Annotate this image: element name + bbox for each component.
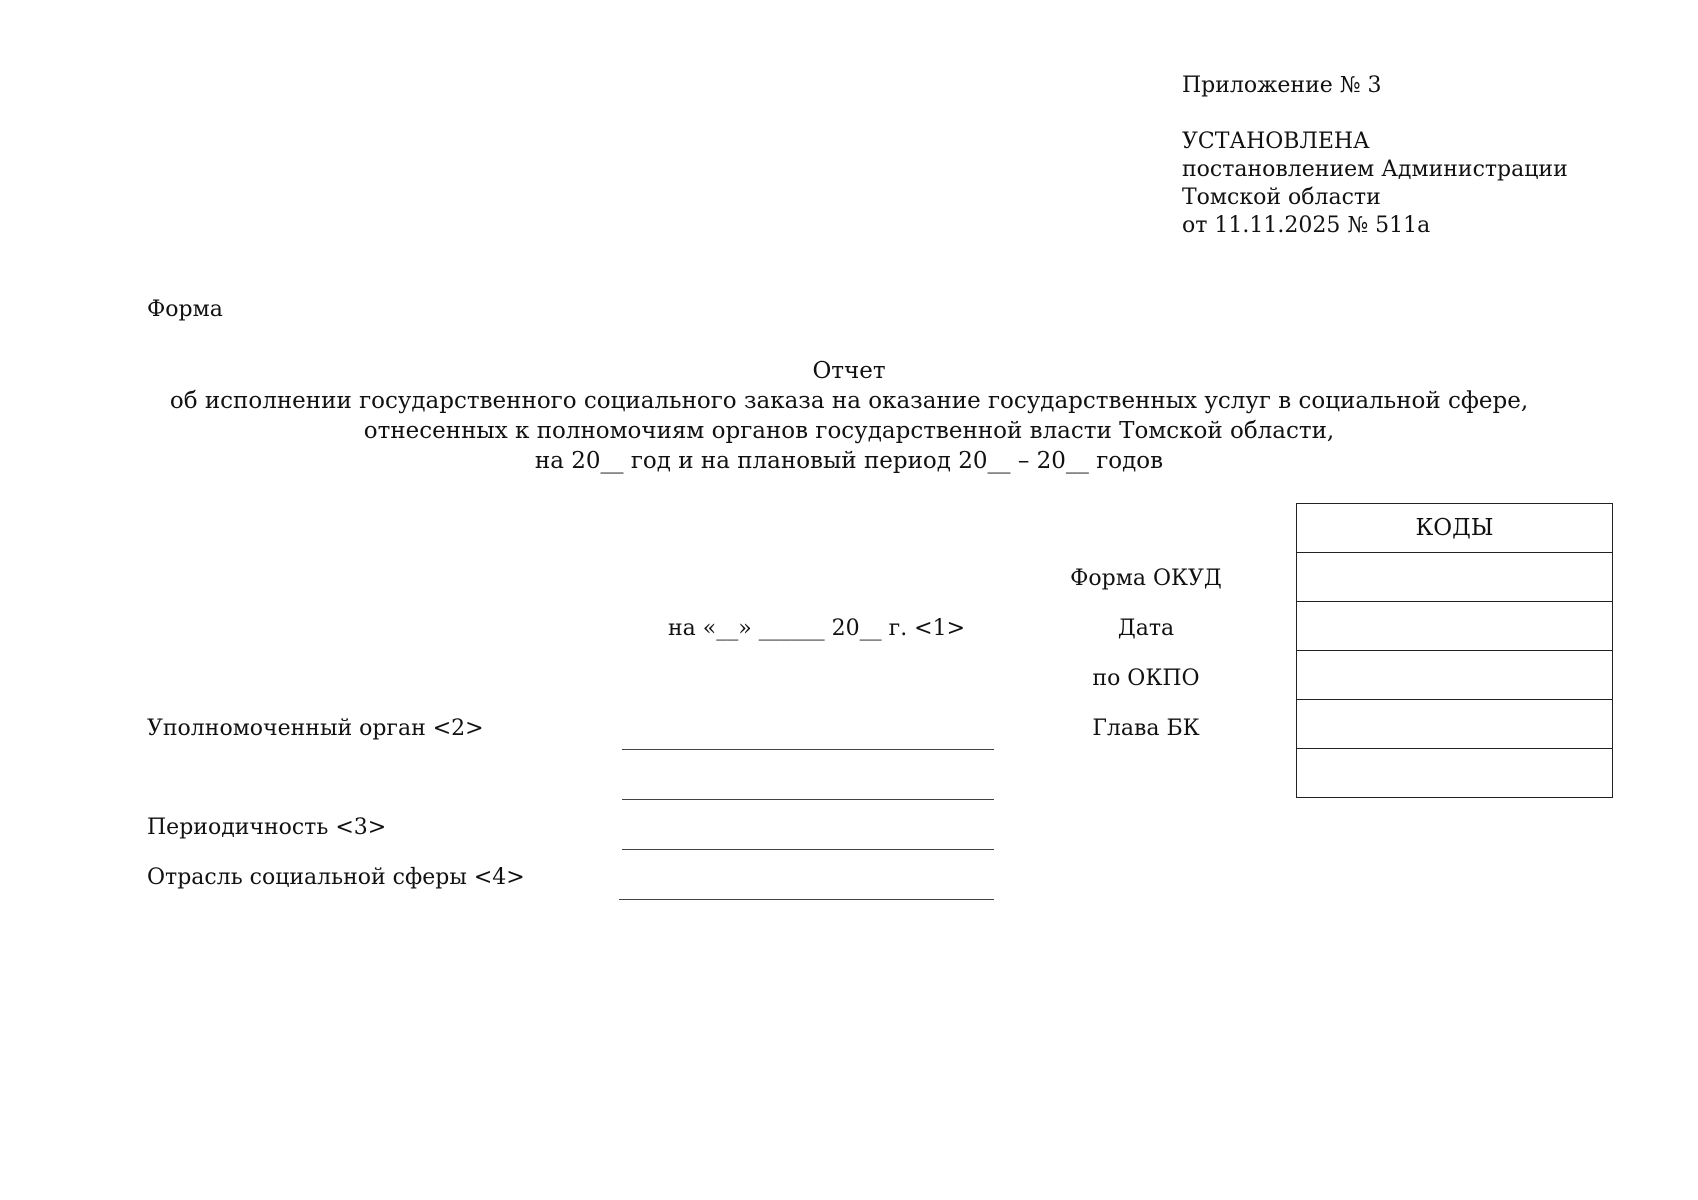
- okpo-label: по ОКПО: [1092, 666, 1200, 691]
- document-title: [0, 356, 1698, 476]
- extra-code-cell[interactable]: [1297, 749, 1613, 798]
- okud-code-cell[interactable]: [1297, 553, 1613, 602]
- decree-line-3: от 11.11.2025 № 511а: [1182, 213, 1431, 238]
- okud-label: Форма ОКУД: [1070, 566, 1222, 591]
- form-label: Форма: [147, 297, 223, 322]
- date-code-cell[interactable]: [1297, 602, 1613, 651]
- social-sector-line[interactable]: [619, 899, 994, 900]
- okpo-code-cell[interactable]: [1297, 651, 1613, 700]
- glava-bk-label: Глава БК: [1092, 716, 1200, 741]
- report-date: на «__» ______ 20__ г. <1>: [668, 616, 966, 641]
- authorized-body-line-1[interactable]: [622, 749, 994, 750]
- title-line-2: об исполнении государственного социального заказа на оказание государственных услуг в социальной сфере,: [169, 388, 1529, 414]
- authorized-body-label: Уполномоченный орган <2>: [147, 716, 484, 741]
- title-line-1: Отчет: [812, 358, 886, 384]
- social-sector-label: Отрасль социальной сферы <4>: [147, 865, 525, 890]
- established-label: УСТАНОВЛЕНА: [1182, 129, 1370, 154]
- codes-table: [1296, 503, 1613, 798]
- approval-block: [1182, 72, 1568, 240]
- decree-line-2: Томской области: [1182, 185, 1381, 210]
- periodicity-label: Периодичность <3>: [147, 815, 387, 840]
- date-label: Дата: [1117, 616, 1175, 641]
- title-line-3: отнесенных к полномочиям органов государственной власти Томской области,: [363, 418, 1335, 444]
- codes-header: КОДЫ: [1297, 504, 1613, 553]
- appendix-number: Приложение № 3: [1182, 73, 1382, 98]
- decree-line-1: постановлением Администрации: [1182, 157, 1568, 182]
- title-line-4: на 20__ год и на плановый период 20__ – 20__ годов: [534, 448, 1164, 474]
- periodicity-line[interactable]: [622, 849, 994, 850]
- authorized-body-line-2[interactable]: [622, 799, 994, 800]
- glava-bk-code-cell[interactable]: [1297, 700, 1613, 749]
